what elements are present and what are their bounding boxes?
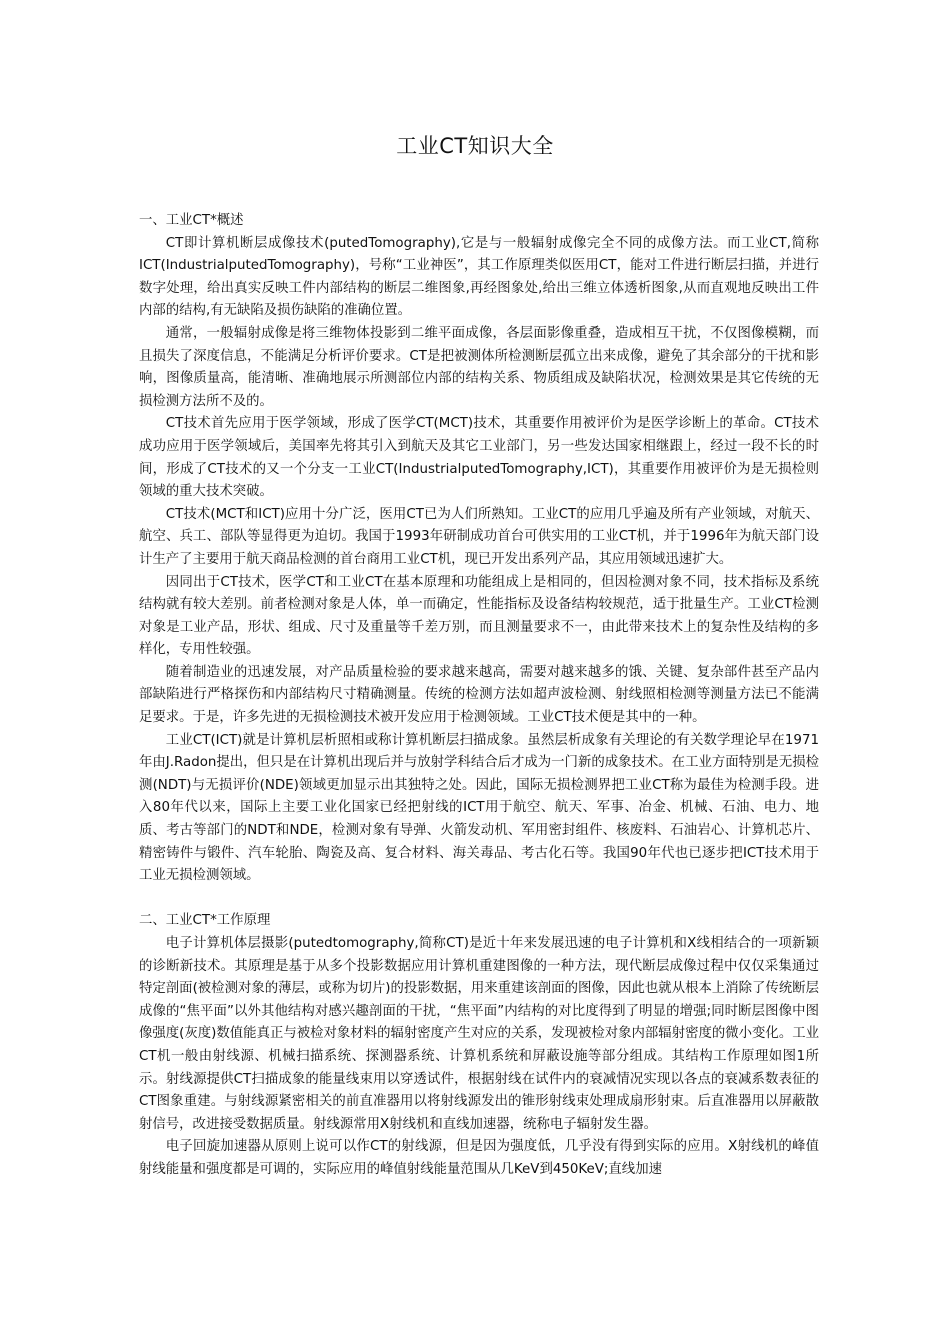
overview-paragraph: 因同出于CT技术，医学CT和工业CT在基本原理和功能组成上是相同的，但因检测对象不同，技术指标及系统结构就有较大差别。前者检测对象是人体，单一而确定，性能指标及设备结构较规范，适于批量生产。工业CT检测对象是工业产品，形状、组成、尺寸及重量等千差万别，而且测量要求不一，由此带来技术上的复杂性及结构的多样化，专用性较强。	[139, 574, 819, 658]
overview-paragraph: 通常，一般辐射成像是将三维物体投影到二维平面成像，各层面影像重叠，造成相互干扰，不仅图像模糊，而且损失了深度信息，不能满足分析评价要求。CT是把被测体所检测断层孤立出来成像，避免了其余部分的干扰和影响，图像质量高，能清晰、准确地展示所测部位内部的结构关系、物质组成及缺陷状况，检测效果是其它传统的无损检测方法所不及的。	[139, 325, 819, 409]
overview-paragraph: 随着制造业的迅速发展，对产品质量检验的要求越来越高，需要对越来越多的饿、关键、复杂部件甚至产品内部缺陷进行严格探伤和内部结构尺寸精确测量。传统的检测方法如超声波检测、射线照相检测等测量方法已不能满足要求。于是，许多先进的无损检测技术被开发应用于检测领域。工业CT技术便是其中的一种。	[139, 664, 819, 726]
section-spacer	[139, 888, 819, 911]
principle-paragraph: 电子计算机体层摄影(putedtomography,简称CT)是近十年来发展迅速的电子计算机和X线相结合的一项新颖的诊断新技术。其原理是基于从多个投影数据应用计算机重建图像的一种方法，现代断层成像过程中仅仅采集通过特定剖面(被检测对象的薄层，或称为切片)的投影数据，用来重建该剖面的图像，因此也就从根本上消除了传统断层成像的“焦平面”以外其他结构对感兴趣剖面的干扰，“焦平面”内结构的对比度得到了明显的增强;同时断层图像中图像强度(灰度)数值能真正与被检对象材料的辐射密度产生对应的关系，发现被检对象内部辐射密度的微小变化。工业CT机一般由射线源、机械扫描系统、探测器系统、计算机系统和屏蔽设施等部分组成。其结构工作原理如图1所示。射线源提供CT扫描成象的能量线束用以穿透试件，根据射线在试件内的衰减情况实现以各点的衰减系数表征的CT图象重建。与射线源紧密相关的前直准器用以将射线源发出的锥形射线束处理成扇形射束。后直准器用以屏蔽散射信号，改进接受数据质量。射线源常用X射线机和直线加速器，统称电子辐射发生器。	[139, 936, 819, 1132]
page-title: 工业CT知识大全	[396, 134, 554, 158]
document-body	[139, 210, 819, 1182]
principle-paragraph: 电子回旋加速器从原则上说可以作CT的射线源，但是因为强度低，几乎没有得到实际的应用。X射线机的峰值射线能量和强度都是可调的，实际应用的峰值射线能量范围从几KeV到450KeV;直线加速	[139, 1139, 819, 1177]
overview-paragraph: 工业CT(ICT)就是计算机层析照相或称计算机断层扫描成象。虽然层析成象有关理论的有关数学理论早在1971年由J.Radon提出，但只是在计算机出现后并与放射学科结合后才成为一门新的成象技术。在工业方面特别是无损检测(NDT)与无损评价(NDE)领域更加显示出其独特之处。因此，国际无损检测界把工业CT称为最佳为检测手段。进入80年代以来，国际上主要工业化国家已经把射线的ICT用于航空、航天、军事、冶金、机械、石油、电力、地质、考古等部门的NDT和NDE，检测对象有导弹、火箭发动机、军用密封组件、核废料、石油岩心、计算机芯片、精密铸件与锻件、汽车轮胎、陶瓷及高、复合材料、海关毒品、考古化石等。我国90年代也已逐步把ICT技术用于工业无损检测领域。	[139, 732, 819, 884]
overview-paragraph: CT技术(MCT和ICT)应用十分广泛，医用CT已为人们所熟知。工业CT的应用几乎遍及所有产业领域，对航天、航空、兵工、部队等显得更为迫切。我国于1993年研制成功首台可供实用的工业CT机，并于1996年为航天部门设计生产了主要用于航天商品检测的首台商用工业CT机，现已开发出系列产品，其应用领域迅速扩大。	[139, 506, 819, 567]
section-heading-overview: 一、工业CT*概述	[139, 213, 244, 228]
section-heading-principle: 二、工业CT*工作原理	[139, 913, 271, 929]
overview-paragraph: CT技术首先应用于医学领域，形成了医学CT(MCT)技术，其重要作用被评价为是医学诊断上的革命。CT技术成功应用于医学领域后，美国率先将其引入到航天及其它工业部门，另一些发达国家相继跟上，经过一段不长的时间，形成了CT技术的又一个分支一工业CT(IndustrialputedTomography,ICT)，其重要作用被评价为是无损检则领域的重大技术突破。	[139, 416, 819, 500]
overview-paragraph: CT即计算机断层成像技术(putedTomography),它是与一般辐射成像完全不同的成像方法。而工业CT,简称ICT(IndustrialputedTomography)，号称“工业神医”，其工作原理类似医用CT，能对工件进行断层扫描，并进行数字处理，给出真实反映工件内部结构的断层二维图象,再经图象处,给出三维立体透析图象,从而直观地反映出工件内部的结构,有无缺陷及损伤缺陷的准确位置。	[139, 235, 819, 319]
